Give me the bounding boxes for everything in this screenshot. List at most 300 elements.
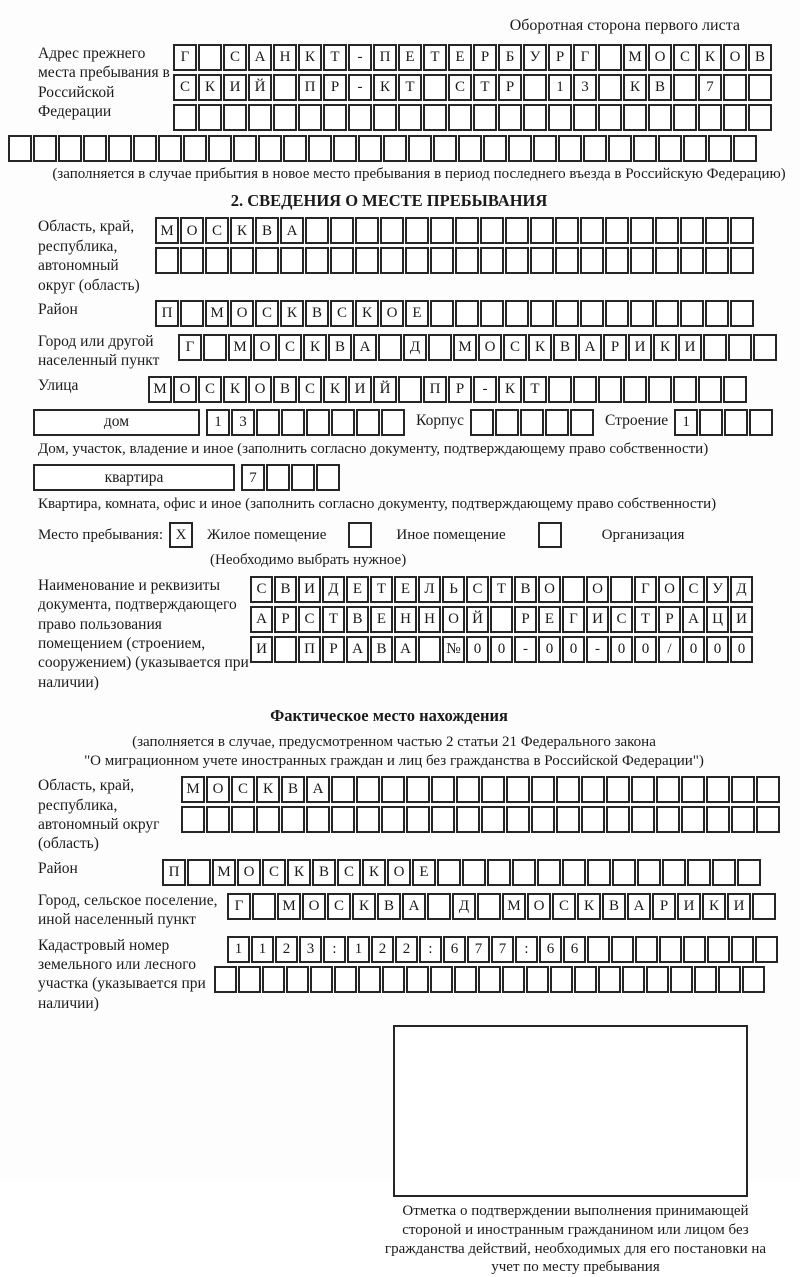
char-box[interactable]: С [298, 376, 322, 403]
char-box[interactable]: С [330, 300, 354, 327]
char-box[interactable] [291, 464, 315, 491]
char-box[interactable]: П [298, 74, 322, 101]
char-box[interactable] [550, 966, 573, 993]
char-box[interactable] [430, 966, 453, 993]
char-box[interactable] [473, 104, 497, 131]
char-box[interactable] [58, 135, 82, 162]
char-box[interactable] [158, 135, 182, 162]
char-box[interactable] [646, 966, 669, 993]
char-box[interactable] [705, 217, 729, 244]
char-box[interactable] [306, 409, 330, 436]
char-box[interactable] [233, 135, 257, 162]
char-box[interactable]: В [602, 893, 626, 920]
char-box[interactable] [383, 135, 407, 162]
char-box[interactable]: О [442, 606, 465, 633]
char-box[interactable] [587, 859, 611, 886]
char-box[interactable] [623, 104, 647, 131]
char-box[interactable] [680, 300, 704, 327]
char-box[interactable]: № [442, 636, 465, 663]
char-box[interactable] [273, 104, 297, 131]
char-box[interactable]: 7 [491, 936, 514, 963]
char-box[interactable]: А [394, 636, 417, 663]
char-box[interactable] [205, 247, 229, 274]
char-box[interactable] [358, 966, 381, 993]
char-box[interactable]: Т [370, 576, 393, 603]
char-box[interactable] [520, 409, 544, 436]
char-box[interactable] [570, 409, 594, 436]
char-box[interactable] [580, 217, 604, 244]
char-box[interactable]: О [723, 44, 747, 71]
char-box[interactable]: 0 [466, 636, 489, 663]
char-box[interactable]: К [362, 859, 386, 886]
char-box[interactable]: К [528, 334, 552, 361]
char-box[interactable] [681, 806, 705, 833]
char-box[interactable] [737, 859, 761, 886]
char-box[interactable] [398, 376, 422, 403]
char-box[interactable] [133, 135, 157, 162]
char-box[interactable] [680, 217, 704, 244]
char-box[interactable]: С [466, 576, 489, 603]
char-box[interactable] [530, 247, 554, 274]
char-box[interactable] [381, 776, 405, 803]
char-box[interactable] [630, 217, 654, 244]
char-box[interactable]: П [155, 300, 179, 327]
char-box[interactable] [598, 376, 622, 403]
char-box[interactable] [495, 409, 519, 436]
char-box[interactable] [428, 334, 452, 361]
char-box[interactable]: Г [227, 893, 251, 920]
char-box[interactable]: Л [418, 576, 441, 603]
char-box[interactable]: В [377, 893, 401, 920]
char-box[interactable] [373, 104, 397, 131]
char-box[interactable] [458, 135, 482, 162]
char-box[interactable] [280, 247, 304, 274]
char-box[interactable] [755, 936, 778, 963]
char-box[interactable]: И [298, 576, 321, 603]
char-box[interactable]: К [373, 74, 397, 101]
char-box[interactable] [333, 135, 357, 162]
char-box[interactable] [173, 104, 197, 131]
char-box[interactable]: 2 [371, 936, 394, 963]
char-box[interactable] [180, 247, 204, 274]
char-box[interactable]: А [627, 893, 651, 920]
char-box[interactable] [330, 247, 354, 274]
char-box[interactable]: 1 [548, 74, 572, 101]
char-box[interactable]: 0 [682, 636, 705, 663]
char-box[interactable] [698, 104, 722, 131]
char-box[interactable] [731, 936, 754, 963]
char-box[interactable]: М [212, 859, 236, 886]
char-box[interactable] [707, 936, 730, 963]
char-box[interactable]: А [353, 334, 377, 361]
char-box[interactable]: - [348, 74, 372, 101]
char-box[interactable]: О [380, 300, 404, 327]
char-box[interactable] [490, 606, 513, 633]
char-box[interactable]: Д [452, 893, 476, 920]
char-box[interactable] [598, 74, 622, 101]
char-box[interactable] [583, 135, 607, 162]
char-box[interactable]: И [223, 74, 247, 101]
char-box[interactable]: С [198, 376, 222, 403]
char-box[interactable] [437, 859, 461, 886]
char-box[interactable] [255, 247, 279, 274]
char-box[interactable]: - [473, 376, 497, 403]
char-box[interactable] [423, 104, 447, 131]
char-box[interactable] [382, 966, 405, 993]
char-box[interactable]: 2 [395, 936, 418, 963]
char-box[interactable]: Т [523, 376, 547, 403]
char-box[interactable]: С [610, 606, 633, 633]
char-box[interactable]: К [698, 44, 722, 71]
char-box[interactable] [355, 217, 379, 244]
char-box[interactable] [274, 636, 297, 663]
char-box[interactable] [334, 966, 357, 993]
char-box[interactable] [258, 135, 282, 162]
char-box[interactable]: С [327, 893, 351, 920]
char-box[interactable]: Г [562, 606, 585, 633]
char-box[interactable]: Т [323, 44, 347, 71]
char-box[interactable]: 1 [251, 936, 274, 963]
char-box[interactable] [622, 966, 645, 993]
char-box[interactable] [523, 104, 547, 131]
char-box[interactable] [262, 966, 285, 993]
char-box[interactable] [203, 334, 227, 361]
char-box[interactable] [580, 247, 604, 274]
char-box[interactable]: К [256, 776, 280, 803]
char-box[interactable]: О [527, 893, 551, 920]
char-box[interactable]: В [305, 300, 329, 327]
char-box[interactable] [555, 247, 579, 274]
char-box[interactable]: В [553, 334, 577, 361]
char-box[interactable]: Т [423, 44, 447, 71]
char-box[interactable]: 3 [573, 74, 597, 101]
char-box[interactable] [306, 806, 330, 833]
char-box[interactable] [256, 409, 280, 436]
char-box[interactable]: О [538, 576, 561, 603]
char-box[interactable] [481, 806, 505, 833]
char-box[interactable]: 3 [231, 409, 255, 436]
char-box[interactable]: Т [490, 576, 513, 603]
char-box[interactable] [108, 135, 132, 162]
char-box[interactable]: 6 [443, 936, 466, 963]
char-box[interactable] [581, 806, 605, 833]
char-box[interactable] [756, 806, 780, 833]
char-box[interactable]: Р [323, 74, 347, 101]
char-box[interactable] [33, 135, 57, 162]
char-box[interactable]: И [628, 334, 652, 361]
char-box[interactable]: 1 [227, 936, 250, 963]
char-box[interactable] [252, 893, 276, 920]
char-box[interactable] [273, 74, 297, 101]
char-box[interactable] [706, 776, 730, 803]
char-box[interactable]: : [515, 936, 538, 963]
char-box[interactable] [753, 334, 777, 361]
char-box[interactable] [733, 135, 757, 162]
char-box[interactable] [380, 247, 404, 274]
char-box[interactable]: Т [634, 606, 657, 633]
char-box[interactable] [430, 300, 454, 327]
char-box[interactable]: М [277, 893, 301, 920]
char-box[interactable] [512, 859, 536, 886]
char-box[interactable] [658, 135, 682, 162]
char-box[interactable] [498, 104, 522, 131]
char-box[interactable] [598, 966, 621, 993]
char-box[interactable]: В [748, 44, 772, 71]
char-box[interactable]: Е [394, 576, 417, 603]
char-box[interactable]: 6 [563, 936, 586, 963]
char-box[interactable] [748, 104, 772, 131]
char-box[interactable]: И [348, 376, 372, 403]
char-box[interactable]: М [502, 893, 526, 920]
char-box[interactable]: 0 [610, 636, 633, 663]
char-box[interactable] [556, 776, 580, 803]
char-box[interactable] [608, 135, 632, 162]
char-box[interactable] [480, 217, 504, 244]
char-box[interactable]: Р [514, 606, 537, 633]
char-box[interactable]: К [355, 300, 379, 327]
char-box[interactable] [730, 217, 754, 244]
char-box[interactable]: - [348, 44, 372, 71]
char-box[interactable] [431, 806, 455, 833]
char-box[interactable] [462, 859, 486, 886]
char-box[interactable] [408, 135, 432, 162]
char-box[interactable] [455, 217, 479, 244]
char-box[interactable]: / [658, 636, 681, 663]
char-box[interactable] [723, 376, 747, 403]
char-box[interactable]: С [673, 44, 697, 71]
char-box[interactable] [555, 300, 579, 327]
char-box[interactable] [681, 776, 705, 803]
char-box[interactable]: Й [373, 376, 397, 403]
char-box[interactable] [208, 135, 232, 162]
char-box[interactable] [281, 806, 305, 833]
char-box[interactable] [708, 135, 732, 162]
char-box[interactable] [183, 135, 207, 162]
char-box[interactable]: А [346, 636, 369, 663]
char-box[interactable]: О [253, 334, 277, 361]
char-box[interactable] [356, 806, 380, 833]
char-box[interactable] [555, 217, 579, 244]
char-box[interactable] [730, 300, 754, 327]
char-box[interactable]: В [312, 859, 336, 886]
char-box[interactable] [231, 806, 255, 833]
char-box[interactable] [526, 966, 549, 993]
char-box[interactable] [730, 247, 754, 274]
char-box[interactable] [724, 409, 748, 436]
char-box[interactable]: О [387, 859, 411, 886]
char-box[interactable]: Т [322, 606, 345, 633]
char-box[interactable] [537, 859, 561, 886]
char-box[interactable] [635, 936, 658, 963]
char-box[interactable] [266, 464, 290, 491]
char-box[interactable] [380, 217, 404, 244]
char-box[interactable]: : [419, 936, 442, 963]
checkbox-zhiloe[interactable]: X [169, 522, 193, 548]
char-box[interactable]: К [287, 859, 311, 886]
char-box[interactable] [705, 247, 729, 274]
char-box[interactable]: П [298, 636, 321, 663]
char-box[interactable]: М [181, 776, 205, 803]
char-box[interactable] [483, 135, 507, 162]
char-box[interactable]: О [180, 217, 204, 244]
char-box[interactable] [506, 806, 530, 833]
char-box[interactable] [556, 806, 580, 833]
char-box[interactable] [670, 966, 693, 993]
char-box[interactable]: М [623, 44, 647, 71]
char-box[interactable]: О [586, 576, 609, 603]
char-box[interactable]: 7 [698, 74, 722, 101]
char-box[interactable]: 0 [730, 636, 753, 663]
char-box[interactable] [406, 966, 429, 993]
char-box[interactable]: Ь [442, 576, 465, 603]
char-box[interactable] [456, 776, 480, 803]
char-box[interactable] [356, 776, 380, 803]
char-box[interactable] [248, 104, 272, 131]
char-box[interactable]: К [230, 217, 254, 244]
checkbox-inoe[interactable] [348, 522, 372, 548]
char-box[interactable]: К [280, 300, 304, 327]
char-box[interactable] [630, 247, 654, 274]
char-box[interactable] [355, 247, 379, 274]
char-box[interactable]: О [237, 859, 261, 886]
char-box[interactable] [706, 806, 730, 833]
char-box[interactable] [545, 409, 569, 436]
char-box[interactable] [405, 217, 429, 244]
char-box[interactable]: Г [178, 334, 202, 361]
char-box[interactable] [573, 376, 597, 403]
char-box[interactable] [530, 300, 554, 327]
char-box[interactable]: С [250, 576, 273, 603]
char-box[interactable] [480, 300, 504, 327]
char-box[interactable]: 6 [539, 936, 562, 963]
char-box[interactable]: 7 [241, 464, 265, 491]
char-box[interactable] [206, 806, 230, 833]
char-box[interactable] [423, 74, 447, 101]
char-box[interactable]: С [173, 74, 197, 101]
char-box[interactable] [433, 135, 457, 162]
char-box[interactable] [430, 247, 454, 274]
char-box[interactable]: А [248, 44, 272, 71]
char-box[interactable] [455, 300, 479, 327]
char-box[interactable] [698, 376, 722, 403]
char-box[interactable] [505, 300, 529, 327]
char-box[interactable] [523, 74, 547, 101]
char-box[interactable] [673, 104, 697, 131]
char-box[interactable]: О [302, 893, 326, 920]
char-box[interactable]: П [162, 859, 186, 886]
char-box[interactable]: 2 [275, 936, 298, 963]
char-box[interactable] [398, 104, 422, 131]
char-box[interactable]: М [453, 334, 477, 361]
char-box[interactable] [470, 409, 494, 436]
char-box[interactable] [331, 409, 355, 436]
checkbox-organizaciya[interactable] [538, 522, 562, 548]
char-box[interactable] [648, 376, 672, 403]
char-box[interactable] [323, 104, 347, 131]
char-box[interactable] [558, 135, 582, 162]
char-box[interactable]: Е [448, 44, 472, 71]
char-box[interactable]: Е [405, 300, 429, 327]
char-box[interactable] [198, 44, 222, 71]
char-box[interactable]: Б [498, 44, 522, 71]
char-box[interactable] [281, 409, 305, 436]
char-box[interactable] [478, 966, 501, 993]
char-box[interactable]: С [337, 859, 361, 886]
char-box[interactable] [580, 300, 604, 327]
char-box[interactable]: А [280, 217, 304, 244]
char-box[interactable]: В [648, 74, 672, 101]
char-box[interactable] [655, 247, 679, 274]
char-box[interactable]: В [281, 776, 305, 803]
char-box[interactable]: П [373, 44, 397, 71]
char-box[interactable]: 0 [706, 636, 729, 663]
char-box[interactable] [748, 74, 772, 101]
char-box[interactable]: И [586, 606, 609, 633]
char-box[interactable] [378, 334, 402, 361]
char-box[interactable] [749, 409, 773, 436]
char-box[interactable]: В [328, 334, 352, 361]
char-box[interactable] [610, 576, 633, 603]
char-box[interactable]: Р [603, 334, 627, 361]
char-box[interactable] [637, 859, 661, 886]
char-box[interactable] [598, 104, 622, 131]
char-box[interactable]: П [423, 376, 447, 403]
char-box[interactable]: В [514, 576, 537, 603]
char-box[interactable] [308, 135, 332, 162]
char-box[interactable] [530, 217, 554, 244]
char-box[interactable] [612, 859, 636, 886]
char-box[interactable]: О [173, 376, 197, 403]
char-box[interactable]: С [682, 576, 705, 603]
char-box[interactable]: 0 [538, 636, 561, 663]
char-box[interactable] [703, 334, 727, 361]
char-box[interactable]: Р [498, 74, 522, 101]
char-box[interactable] [505, 217, 529, 244]
char-box[interactable] [505, 247, 529, 274]
char-box[interactable] [573, 104, 597, 131]
char-box[interactable]: Р [658, 606, 681, 633]
char-box[interactable] [238, 966, 261, 993]
char-box[interactable] [562, 576, 585, 603]
char-box[interactable] [581, 776, 605, 803]
char-box[interactable] [630, 300, 654, 327]
char-box[interactable] [8, 135, 32, 162]
char-box[interactable] [155, 247, 179, 274]
char-box[interactable] [198, 104, 222, 131]
char-box[interactable] [699, 409, 723, 436]
char-box[interactable]: С [298, 606, 321, 633]
char-box[interactable]: К [323, 376, 347, 403]
char-box[interactable] [655, 300, 679, 327]
char-box[interactable] [487, 859, 511, 886]
char-box[interactable] [656, 806, 680, 833]
char-box[interactable]: С [231, 776, 255, 803]
char-box[interactable]: Р [652, 893, 676, 920]
char-box[interactable] [431, 776, 455, 803]
char-box[interactable]: И [730, 606, 753, 633]
char-box[interactable] [631, 806, 655, 833]
char-box[interactable] [406, 806, 430, 833]
char-box[interactable] [331, 806, 355, 833]
char-box[interactable]: А [402, 893, 426, 920]
char-box[interactable]: Р [274, 606, 297, 633]
char-box[interactable] [348, 104, 372, 131]
char-box[interactable] [756, 776, 780, 803]
char-box[interactable]: Р [473, 44, 497, 71]
char-box[interactable] [606, 806, 630, 833]
char-box[interactable]: С [503, 334, 527, 361]
char-box[interactable]: Р [322, 636, 345, 663]
